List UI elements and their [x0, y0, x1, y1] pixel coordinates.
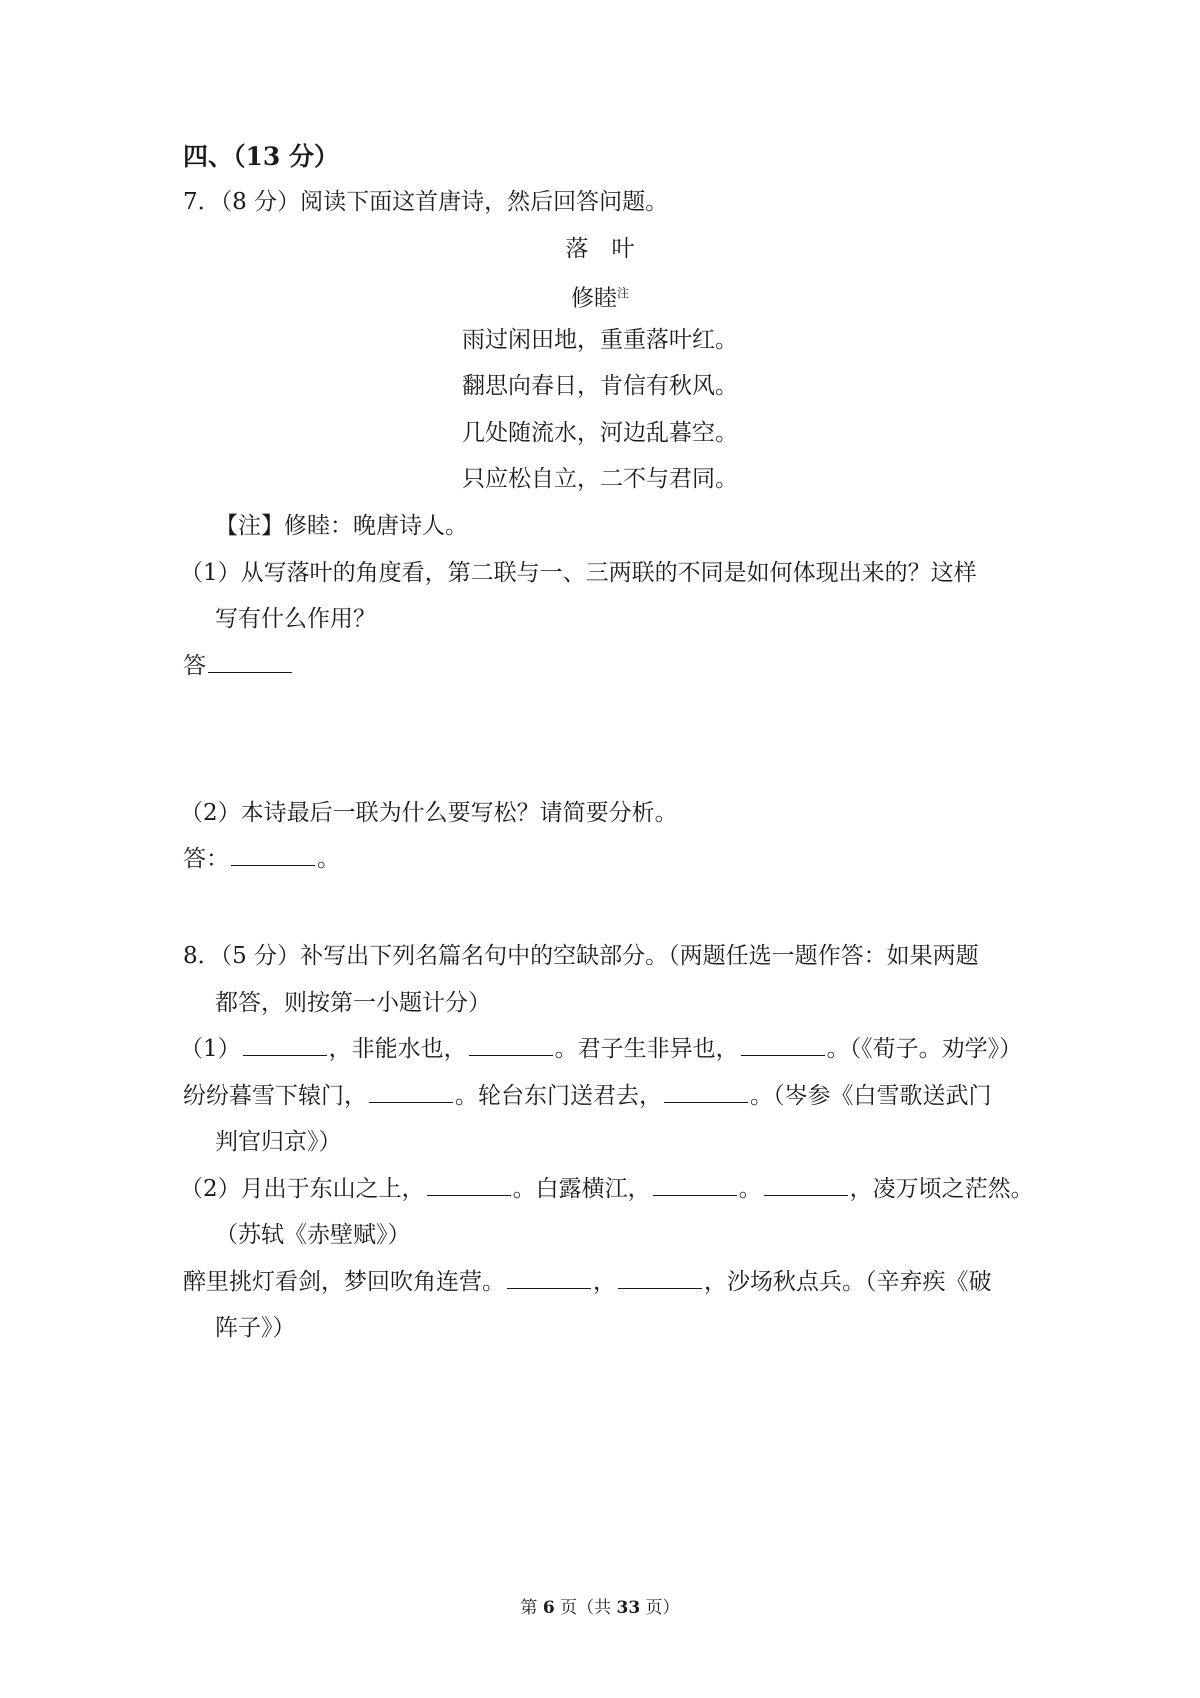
q8-part1-prefix: （1） [180, 1036, 241, 1062]
fill-blank[interactable] [618, 1266, 702, 1289]
q7-stem: 7．（8 分）阅读下面这首唐诗，然后回答问题。 [183, 189, 669, 215]
q8-part1-text: ，非能水也， [328, 1036, 467, 1062]
fill-blank[interactable] [427, 1173, 511, 1196]
fill-blank[interactable] [243, 1033, 327, 1056]
q8-stem-line2: 都答，则按第一小题计分） [215, 990, 491, 1016]
q7-sub1-line2: 写有什么作用？ [215, 606, 376, 632]
answer-blank[interactable] [231, 843, 315, 866]
q8-stem-line1: 8．（5 分）补写出下列名篇名句中的空缺部分。（两题任选一题作答：如果两题 [183, 943, 979, 969]
q8-part2-text: ，凌万顷之茫然。 [849, 1176, 1034, 1202]
q8-part2-line-a2: （苏轼《赤壁赋》） [215, 1222, 411, 1248]
q8-part2-text: 。 [738, 1176, 762, 1202]
q8-part1-source: 。（岑参《白雪歌送武门 [750, 1083, 992, 1109]
poem-line-2: 翻思向春日，肯信有秋风。 [462, 373, 738, 399]
answer-label: 答： [183, 846, 229, 872]
q7-sub2-question: （2）本诗最后一联为什么要写松？请简要分析。 [180, 800, 678, 826]
fill-blank[interactable] [369, 1080, 453, 1103]
q8-part1-line-b [183, 1080, 992, 1112]
footer-text: 页（共 [554, 1598, 617, 1618]
poem-author-note-mark: 注 [616, 286, 629, 300]
q8-part1-text: 。君子生非异也， [554, 1036, 739, 1062]
footer-total-pages: 33 [616, 1598, 641, 1618]
answer-label: 答 [183, 653, 206, 679]
poem-note: 【注】修睦：晚唐诗人。 [215, 513, 468, 539]
fill-blank[interactable] [741, 1033, 825, 1056]
q8-part2-source: ，沙场秋点兵。（辛弃疾《破 [704, 1269, 992, 1295]
page-footer [0, 1593, 1200, 1618]
q8-part2-text: 醉里挑灯看剑，梦回吹角连营。 [183, 1269, 505, 1295]
poem-line-3: 几处随流水，河边乱暮空。 [462, 420, 738, 446]
q8-part1-line-a [180, 1033, 1022, 1065]
q8-part2-line-b [183, 1266, 992, 1298]
q8-part2-text: 。白露横江， [512, 1176, 651, 1202]
q8-part1-text: 。轮台东门送君去， [455, 1083, 662, 1109]
q7-sub1-line1: （1）从写落叶的角度看，第二联与一、三两联的不同是如何体现出来的？这样 [180, 560, 977, 586]
answer-blank[interactable] [208, 650, 292, 673]
q8-part2-line-b2: 阵子》） [215, 1315, 296, 1341]
footer-text: 页） [640, 1598, 680, 1618]
fill-blank[interactable] [764, 1173, 848, 1196]
fill-blank[interactable] [469, 1033, 553, 1056]
poem-line-4: 只应松自立，二不与君同。 [462, 466, 738, 492]
fill-blank[interactable] [507, 1266, 591, 1289]
q8-part1-text: 纷纷暮雪下辕门， [183, 1083, 367, 1109]
fill-blank[interactable] [653, 1173, 737, 1196]
q8-part1-source: 。（《荀子。劝学》） [826, 1036, 1023, 1062]
q8-part2-line-a [180, 1173, 1034, 1205]
section-heading: 四、（13 分） [183, 142, 339, 171]
q7-sub2-answer [183, 843, 340, 875]
poem-title: 落 叶 [565, 236, 635, 262]
q8-part2-text: ， [593, 1269, 616, 1295]
q7-sub1-answer [183, 650, 294, 682]
fill-blank[interactable] [664, 1080, 748, 1103]
poem-author [0, 277, 1200, 315]
footer-page-number: 6 [542, 1598, 555, 1618]
q8-part1-line-b2: 判官归京》） [215, 1129, 342, 1155]
answer-end: 。 [317, 846, 340, 872]
q8-part2-text: （2）月出于东山之上， [180, 1176, 425, 1202]
poem-author-name: 修睦 [570, 285, 617, 312]
poem-line-1: 雨过闲田地，重重落叶红。 [462, 327, 738, 353]
footer-text: 第 [520, 1598, 543, 1618]
